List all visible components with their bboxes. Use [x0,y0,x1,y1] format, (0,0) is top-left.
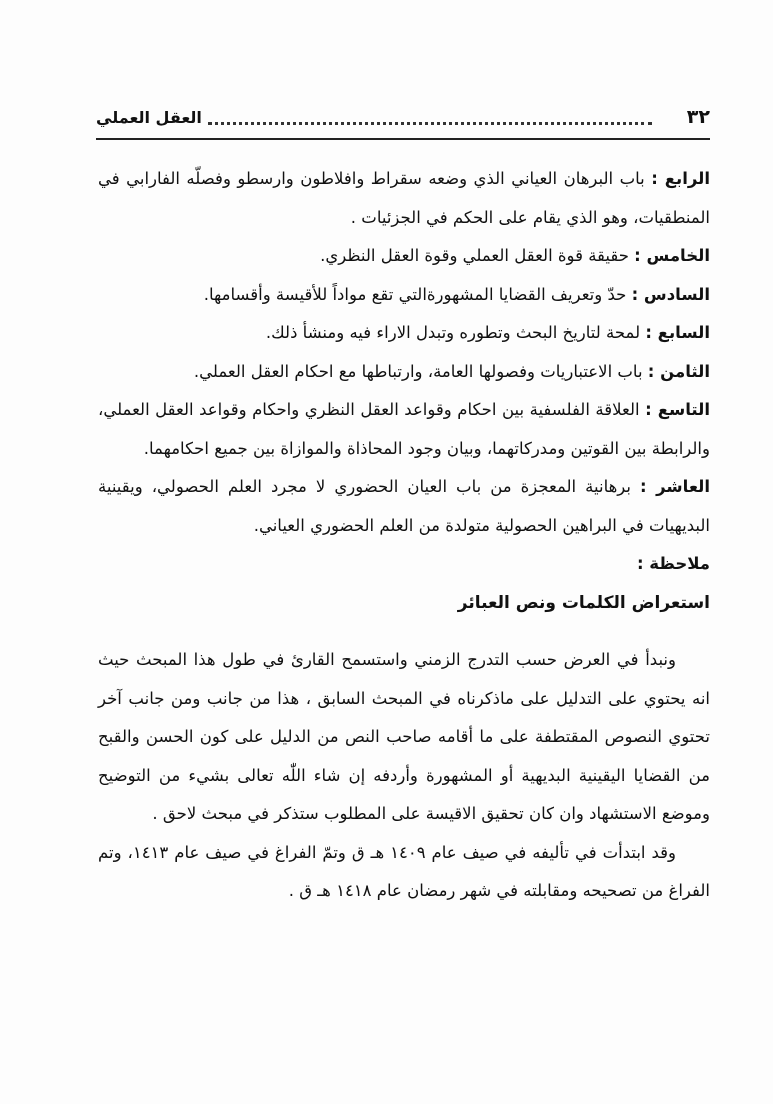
item-text: العلاقة الفلسفية بين احكام وقواعد العقل النظري واحكام وقواعد العقل العملي، والرابطة بين القوتين ومدركاتهما، وبيان وجود المحاذاة والموازاة بين جميع احكامهما. [98,400,710,458]
item-label: السابع : [645,323,710,342]
item-text: حقيقة قوة العقل العملي وقوة العقل النظري. [320,246,635,265]
list-item [98,237,710,276]
list-item [98,276,710,315]
item-label: السادس : [631,284,710,304]
item-text: برهانية المعجزة من باب العيان الحضوري لا مجرد العلم الحصولي، ويقينية البديهيات في البراهين الحصولية متولدة من العلم الحضوري العياني. [98,477,710,535]
item-label: التاسع : [645,400,710,419]
page-number: ٣٢ [686,106,710,128]
section-subheading: استعراض الكلمات ونص العبائر [457,593,710,613]
item-label: العاشر : [640,477,710,496]
item-text: باب البرهان العياني الذي وضعه سقراط وافلاطون وارسطو وفصلّه الفارابي في المنطقيات، وهو الذي يقام على الحكم في الجزئيات . [98,169,710,227]
item-label: الخامس : [634,246,710,265]
list-item [98,314,710,353]
list-item [98,391,710,468]
page-header [96,104,710,140]
list-item [98,468,710,545]
item-label: الثامن : [647,361,710,381]
body-paragraph: ونبدأ في العرض حسب التدرج الزمني واستسمح القارئ في طول هذا المبحث حيث انه يحتوي على التدليل على ماذكرناه في المبحث السابق ، هذا من جانب ومن جانب آخر تحتوي النصوص المقتطفة على ما أقامه صاحب النص من الدليل على كون الحسن والقبح من القضايا اليقينية البديهية أو المشهورة وأردفه إن شاء اللّٰه تعالى بشيء من التوضيح وموضع الاستشهاد وان كان تحقيق الاقيسة على المطلوب ستذكر في مبحث لاحق . [98,650,710,823]
running-title: العقل العملي [96,108,202,127]
page-content [98,160,710,911]
item-text: حدّ وتعريف القضايا المشهورةالتي تقع مواداً للأقيسة وأقسامها. [203,284,632,304]
list-item [98,160,710,237]
list-item [98,353,710,392]
body-paragraph: وقد ابتدأت في تأليفه في صيف عام ١٤٠٩ هـ ق وتمّ الفراغ في صيف عام ١٤١٣، وتم الفراغ من تصحيحه ومقابلته في شهر رمضان عام ١٤١٨ هـ ق . [98,842,710,900]
item-label: الرابع : [651,169,710,188]
item-text: باب الاعتباريات وفصولها العامة، وارتباطها مع احكام العقل العملي. [193,361,648,381]
header-dot-leader [208,114,652,125]
note-heading: ملاحظة : [636,554,710,573]
item-text: لمحة لتاريخ البحث وتطوره وتبدل الاراء فيه ومنشأ ذلك. [265,323,646,342]
